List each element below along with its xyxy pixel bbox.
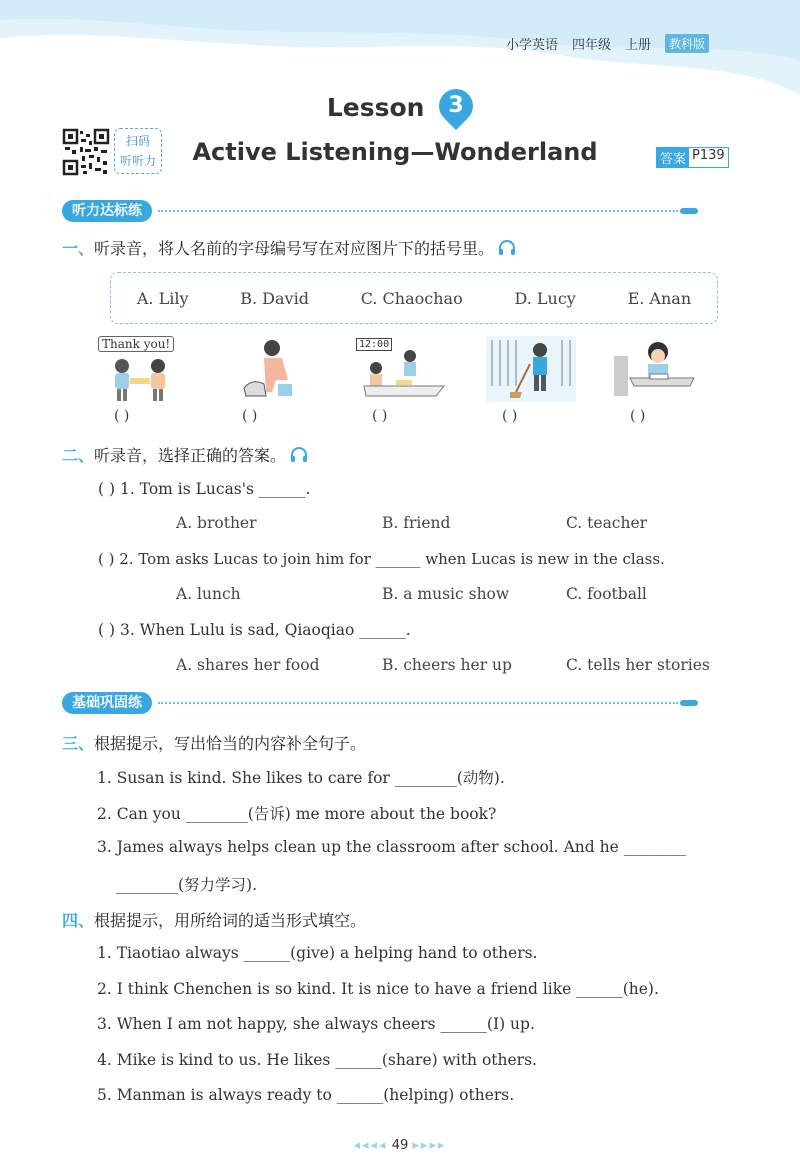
section2-heading <box>62 443 308 466</box>
option[interactable]: B. cheers her up <box>382 656 512 674</box>
pencil-icon <box>680 208 698 214</box>
section3-text: 根据提示，写出恰当的内容补全句子。 <box>94 734 367 753</box>
answer-label: 答案 <box>657 148 689 167</box>
page-number: 49 <box>391 1138 409 1153</box>
name-options-box <box>110 272 718 324</box>
edition-badge: 教科版 <box>665 34 709 53</box>
option[interactable]: A. brother <box>176 514 257 532</box>
answer-page: P139 <box>692 148 725 163</box>
clock-display: 12:00 <box>356 338 392 351</box>
question-text: 3. When Lulu is sad, Qiaoqiao ______. <box>119 621 411 639</box>
fill-item: 4. Mike is kind to us. He likes ______(share) with others. <box>97 1051 537 1069</box>
option[interactable]: C. football <box>566 585 647 603</box>
section3-heading <box>62 731 366 754</box>
answer-blank[interactable]: ( ) <box>372 408 388 424</box>
answer-reference <box>656 147 729 168</box>
answer-blank[interactable]: ( ) <box>630 408 646 424</box>
headphones-icon[interactable] <box>290 447 308 463</box>
fill-item: 2. Can you ________(告诉) me more about the book? <box>97 805 497 823</box>
speech-bubble: Thank you! <box>98 336 174 352</box>
name-option: D. Lucy <box>514 288 576 308</box>
grade-label: 四年级 <box>572 38 612 53</box>
subject-label: 小学英语 <box>506 38 559 53</box>
option[interactable]: C. tells her stories <box>566 656 710 674</box>
name-option: B. David <box>240 288 309 308</box>
name-option: A. Lily <box>136 288 189 308</box>
option[interactable]: A. shares her food <box>176 656 320 674</box>
listening-band-label: 听力达标练 <box>62 200 152 222</box>
lesson-number-badge: 3 <box>432 82 480 130</box>
question-2-3 <box>98 621 411 639</box>
name-option: C. Chaochao <box>360 288 463 308</box>
qr-code-icon[interactable] <box>62 128 110 176</box>
section1-heading <box>62 236 516 259</box>
section2-index: 二、 <box>62 446 95 465</box>
answer-blank[interactable]: ( ) <box>502 408 518 424</box>
answer-paren[interactable]: ( ) <box>98 480 116 498</box>
fill-item: 5. Manman is always ready to ______(helping) others. <box>97 1086 515 1104</box>
picture-girl-with-dog <box>238 336 328 402</box>
picture-boy-sweeping <box>486 336 576 402</box>
basics-band-label: 基础巩固练 <box>62 692 152 714</box>
section3-index: 三、 <box>62 734 95 753</box>
question-2-2 <box>98 550 665 568</box>
section1-index: 一、 <box>62 239 95 258</box>
answer-blank[interactable]: ( ) <box>114 408 130 424</box>
answer-paren[interactable]: ( ) <box>98 621 116 639</box>
lesson-subtitle: Active Listening—Wonderland <box>192 138 598 166</box>
header-tags <box>506 34 709 53</box>
listening-band <box>62 200 698 222</box>
picture-lunch-table <box>356 336 446 402</box>
fill-item: 3. James always helps clean up the classroom after school. And he ________ <box>97 838 686 856</box>
right-arrows-icon: ▸▸▸▸ <box>412 1138 447 1153</box>
page-footer <box>0 1138 800 1153</box>
basics-band <box>62 692 698 714</box>
volume-label: 上册 <box>625 38 652 53</box>
lesson-word: Lesson <box>326 93 425 122</box>
option[interactable]: A. lunch <box>176 585 241 603</box>
section4-text: 根据提示，用所给词的适当形式填空。 <box>94 911 367 930</box>
section2-text: 听录音，选择正确的答案。 <box>94 446 287 465</box>
answer-blank[interactable]: ( ) <box>242 408 258 424</box>
option[interactable]: B. a music show <box>382 585 510 603</box>
name-option: E. Anan <box>627 288 692 308</box>
fill-item: ________(努力学习). <box>116 876 258 894</box>
picture-two-girls-thank-you <box>98 336 188 402</box>
question-text: 2. Tom asks Lucas to join him for ______ when Lucas is new in the class. <box>119 550 665 568</box>
scan-listen-label: 扫码 听听力 <box>114 128 162 174</box>
lesson-title <box>0 92 800 126</box>
picture-boy-reading <box>614 336 704 402</box>
section4-index: 四、 <box>62 911 95 930</box>
question-2-1 <box>98 480 310 498</box>
section1-text: 听录音，将人名前的字母编号写在对应图片下的括号里。 <box>94 239 495 258</box>
headphones-icon[interactable] <box>498 240 516 256</box>
pencil-icon <box>680 700 698 706</box>
left-arrows-icon: ◂◂◂◂ <box>353 1138 388 1153</box>
fill-item: 1. Susan is kind. She likes to care for ________(动物). <box>97 769 505 787</box>
fill-item: 2. I think Chenchen is so kind. It is nice to have a friend like ______(he). <box>97 980 659 998</box>
fill-item: 1. Tiaotiao always ______(give) a helping hand to others. <box>97 944 538 962</box>
answer-paren[interactable]: ( ) <box>98 550 115 568</box>
section4-heading <box>62 908 366 931</box>
option[interactable]: C. teacher <box>566 514 648 532</box>
option[interactable]: B. friend <box>382 514 451 532</box>
fill-item: 3. When I am not happy, she always cheers ______(I) up. <box>97 1015 535 1033</box>
question-text: 1. Tom is Lucas's ______. <box>119 480 311 498</box>
